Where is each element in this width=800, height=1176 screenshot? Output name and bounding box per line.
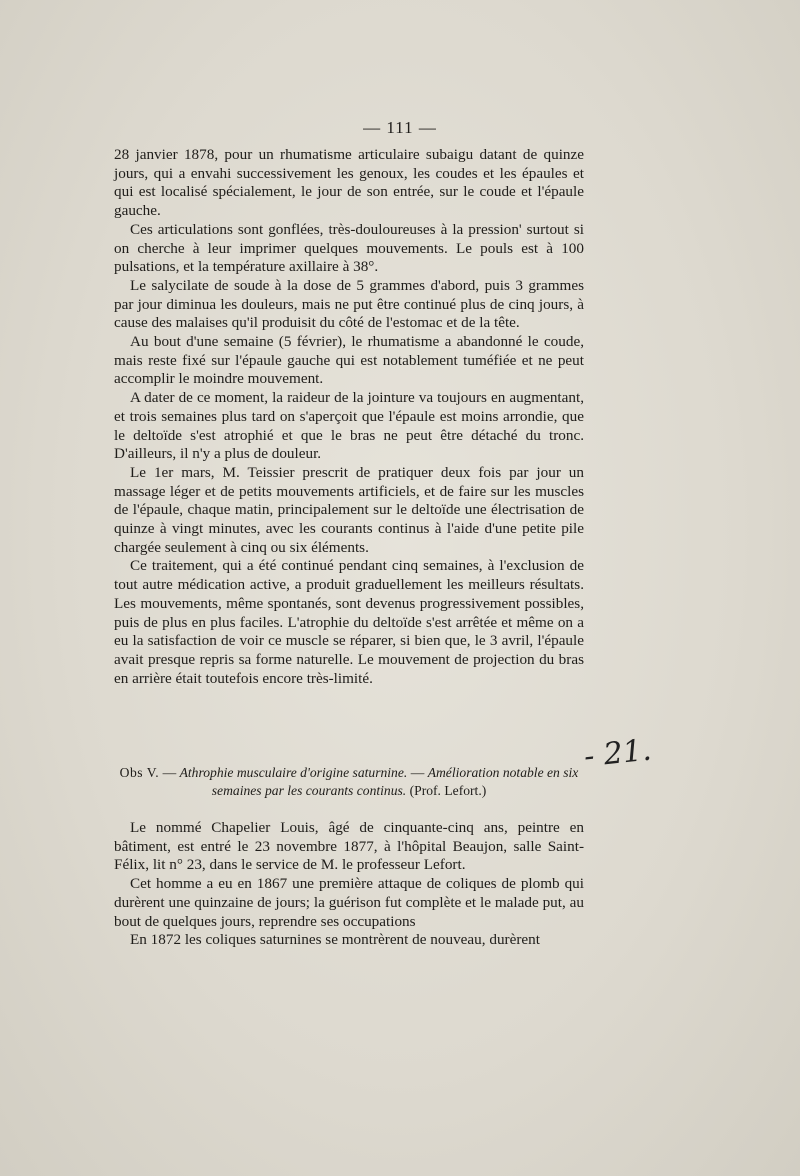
text-block-after (114, 819, 584, 950)
paragraph: Ces articulations sont gonflées, très-douloureuses à la pression' surtout si on cherche à leur imprimer quelques mouvements. Le pouls est à 100 pulsations, et la température axillaire à 38°. (114, 220, 584, 276)
observation-author: (Prof. Lefort.) (406, 783, 487, 798)
paragraph: Cet homme a eu en 1867 une première attaque de coliques de plomb qui durèrent une quinzaine de jours; la guérison fut complète et le malade put, au bout de quelques jours, reprendre ses occupations (114, 875, 584, 930)
paragraph: Le 1er mars, M. Teissier prescrit de pratiquer deux fois par jour un massage léger et de petits mouvements artificiels, et de faire sur les muscles de l'épaule, chaque matin, principalement sur le deltoïde une électrisation de quinze à vingt minutes, avec les courants continus à l'aide d'une petite pile chargée seulement à cinq ou six éléments. (114, 463, 584, 556)
paragraph: En 1872 les coliques saturnines se montrèrent de nouveau, durèrent (130, 931, 540, 949)
observation-subtitle: Amélioration notable en six semaines par les courants continus. (211, 765, 579, 798)
observation-heading (114, 764, 584, 800)
dash: — (407, 765, 428, 780)
paragraph: Le nommé Chapelier Louis, âgé de cinquante-cinq ans, peintre en bâtiment, est entré le 23 novembre 1877, à l'hôpital Beaujon, salle Saint-Félix, lit n° 23, dans le service de M. le professeur Lefort. (114, 819, 584, 874)
paragraph: Le salycilate de soude à la dose de 5 grammes d'abord, puis 3 grammes par jour diminua les douleurs, mais ne put être continué plus de cinq jours, à cause des malaises qu'il produisit du côté de l'estomac et de la tête. (114, 276, 584, 332)
paragraph: Au bout d'une semaine (5 février), le rhumatisme a abandonné le coude, mais reste fixé sur l'épaule gauche qui est notablement tuméfiée et ne peut accomplir le moindre mouvement. (114, 333, 584, 388)
observation-title: Athrophie musculaire d'origine saturnine. (179, 765, 408, 780)
paragraph: Ce traitement, qui a été continué pendant cinq semaines, à l'exclusion de tout autre médication active, a produit graduellement les meilleurs résultats. Les mouvements, même spontanés, sont devenus progressivement possibles, puis de plus en plus faciles. L'atrophie du deltoïde s'est arrêtée et même on a eu la satisfaction de voir ce muscle se réparer, si bien que, le 3 avril, l'épaule avait presque repris sa forme naturelle. Le mouvement de projection du bras en arrière était toutefois encore très-limité. (114, 557, 584, 687)
dash: — (159, 765, 180, 780)
paragraph: 28 janvier 1878, pour un rhumatisme articulaire subaigu datant de quinze jours, qui a envahi successivement les genoux, les coudes et les épaules et qui est localisé spécialement, le jour de son entrée, sur le coude et l'épaule gauche. (114, 146, 584, 220)
page-number: — 111 — (363, 118, 437, 137)
handwritten-margin-note: - 21. (582, 732, 654, 775)
observation-label: Obs V. (119, 765, 160, 780)
paragraph: A dater de ce moment, la raideur de la jointure va toujours en augmentant, et trois semaines plus tard on s'aperçoit que l'épaule est moins arrondie, que le deltoïde s'est atrophié et que le bras ne peut être détaché du tronc. D'ailleurs, il n'y a plus de douleur. (114, 389, 584, 463)
text-block-before (114, 146, 584, 688)
